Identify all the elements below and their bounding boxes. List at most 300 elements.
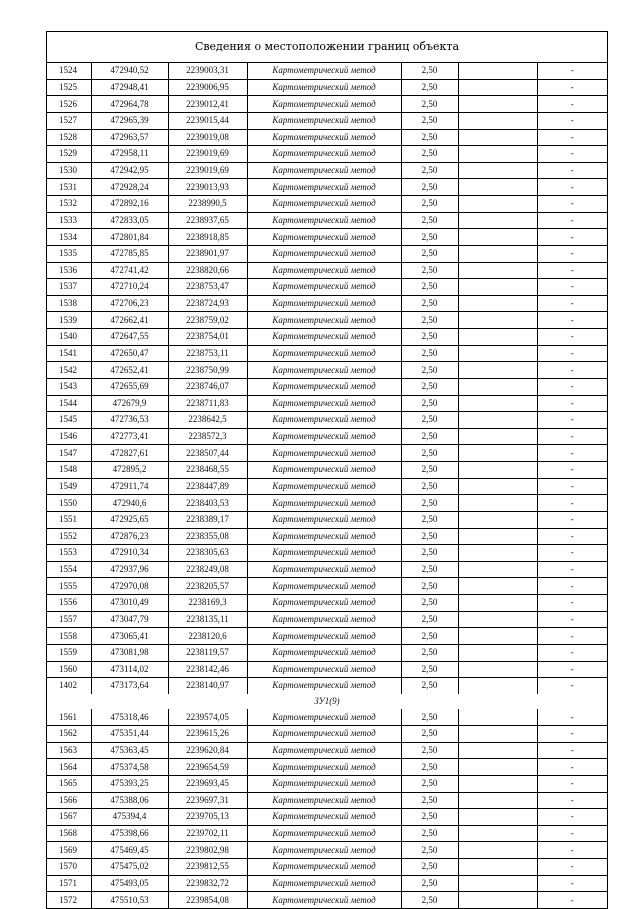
empty-cell — [458, 528, 537, 545]
accuracy: 2,50 — [401, 412, 458, 429]
method: Картометрический метод — [247, 892, 401, 908]
accuracy: 2,50 — [401, 112, 458, 129]
x-coordinate: 475388,06 — [91, 792, 168, 809]
empty-cell — [458, 859, 537, 876]
x-coordinate: 472833,05 — [91, 212, 168, 229]
x-coordinate: 473081,98 — [91, 644, 168, 661]
x-coordinate: 472940,52 — [91, 63, 168, 79]
table-row — [47, 196, 607, 213]
dash-value: - — [537, 146, 607, 163]
y-coordinate: 2238305,63 — [168, 545, 247, 562]
accuracy: 2,50 — [401, 329, 458, 346]
point-number: 1568 — [47, 825, 91, 842]
point-number: 1551 — [47, 511, 91, 528]
y-coordinate: 2238355,08 — [168, 528, 247, 545]
dash-value: - — [537, 478, 607, 495]
empty-cell — [458, 809, 537, 826]
x-coordinate: 472911,74 — [91, 478, 168, 495]
table-row — [47, 63, 607, 79]
accuracy: 2,50 — [401, 792, 458, 809]
accuracy: 2,50 — [401, 759, 458, 776]
dash-value: - — [537, 462, 607, 479]
x-coordinate: 475469,45 — [91, 842, 168, 859]
point-number: 1539 — [47, 312, 91, 329]
table-row — [47, 595, 607, 612]
accuracy: 2,50 — [401, 245, 458, 262]
accuracy: 2,50 — [401, 595, 458, 612]
x-coordinate: 472925,65 — [91, 511, 168, 528]
y-coordinate: 2238918,85 — [168, 229, 247, 246]
accuracy: 2,50 — [401, 859, 458, 876]
table-row — [47, 96, 607, 113]
method: Картометрический метод — [247, 709, 401, 725]
empty-cell — [458, 611, 537, 628]
accuracy: 2,50 — [401, 825, 458, 842]
point-number: 1562 — [47, 726, 91, 743]
point-number: 1525 — [47, 79, 91, 96]
dash-value: - — [537, 96, 607, 113]
point-number: 1534 — [47, 229, 91, 246]
table-row — [47, 329, 607, 346]
y-coordinate: 2239654,59 — [168, 759, 247, 776]
method: Картометрический метод — [247, 462, 401, 479]
table-row — [47, 875, 607, 892]
empty-cell — [458, 709, 537, 725]
accuracy: 2,50 — [401, 428, 458, 445]
method: Картометрический метод — [247, 179, 401, 196]
empty-cell — [458, 661, 537, 678]
table-row — [47, 229, 607, 246]
x-coordinate: 472892,16 — [91, 196, 168, 213]
table-row — [47, 628, 607, 645]
dash-value: - — [537, 63, 607, 79]
accuracy: 2,50 — [401, 362, 458, 379]
point-number: 1564 — [47, 759, 91, 776]
table-row — [47, 825, 607, 842]
method: Картометрический метод — [247, 478, 401, 495]
x-coordinate: 472964,78 — [91, 96, 168, 113]
y-coordinate: 2238120,6 — [168, 628, 247, 645]
empty-cell — [458, 511, 537, 528]
empty-cell — [458, 212, 537, 229]
empty-cell — [458, 312, 537, 329]
point-number: 1546 — [47, 428, 91, 445]
point-number: 1536 — [47, 262, 91, 279]
empty-cell — [458, 378, 537, 395]
y-coordinate: 2239019,08 — [168, 129, 247, 146]
empty-cell — [458, 196, 537, 213]
method: Картометрический метод — [247, 262, 401, 279]
y-coordinate: 2239854,08 — [168, 892, 247, 908]
empty-cell — [458, 892, 537, 908]
dash-value: - — [537, 742, 607, 759]
point-number: 1529 — [47, 146, 91, 163]
empty-cell — [458, 262, 537, 279]
accuracy: 2,50 — [401, 262, 458, 279]
method: Картометрический метод — [247, 578, 401, 595]
y-coordinate: 2238135,11 — [168, 611, 247, 628]
point-number: 1569 — [47, 842, 91, 859]
empty-cell — [458, 495, 537, 512]
empty-cell — [458, 742, 537, 759]
y-coordinate: 2238711,83 — [168, 395, 247, 412]
accuracy: 2,50 — [401, 63, 458, 79]
y-coordinate: 2238468,55 — [168, 462, 247, 479]
point-number: 1528 — [47, 129, 91, 146]
method: Картометрический метод — [247, 875, 401, 892]
table-row — [47, 262, 607, 279]
x-coordinate: 472710,24 — [91, 279, 168, 296]
x-coordinate: 473047,79 — [91, 611, 168, 628]
accuracy: 2,50 — [401, 196, 458, 213]
dash-value: - — [537, 495, 607, 512]
dash-value: - — [537, 428, 607, 445]
accuracy: 2,50 — [401, 511, 458, 528]
table-row — [47, 462, 607, 479]
dash-value: - — [537, 578, 607, 595]
y-coordinate: 2238724,93 — [168, 295, 247, 312]
dash-value: - — [537, 412, 607, 429]
accuracy: 2,50 — [401, 742, 458, 759]
accuracy: 2,50 — [401, 229, 458, 246]
table-row — [47, 892, 607, 908]
table-row — [47, 709, 607, 725]
method: Картометрический метод — [247, 146, 401, 163]
x-coordinate: 472965,39 — [91, 112, 168, 129]
point-number: 1530 — [47, 162, 91, 179]
y-coordinate: 2238119,57 — [168, 644, 247, 661]
table-row — [47, 146, 607, 163]
method: Картометрический метод — [247, 611, 401, 628]
coordinates-table — [47, 63, 607, 908]
table-row — [47, 726, 607, 743]
method: Картометрический метод — [247, 345, 401, 362]
y-coordinate: 2239620,84 — [168, 742, 247, 759]
empty-cell — [458, 79, 537, 96]
method: Картометрический метод — [247, 511, 401, 528]
point-number: 1548 — [47, 462, 91, 479]
point-number: 1552 — [47, 528, 91, 545]
method: Картометрический метод — [247, 329, 401, 346]
dash-value: - — [537, 511, 607, 528]
dash-value: - — [537, 875, 607, 892]
x-coordinate: 472736,53 — [91, 412, 168, 429]
y-coordinate: 2239705,13 — [168, 809, 247, 826]
accuracy: 2,50 — [401, 378, 458, 395]
table-row — [47, 775, 607, 792]
method: Картометрический метод — [247, 96, 401, 113]
point-number: 1557 — [47, 611, 91, 628]
method: Картометрический метод — [247, 661, 401, 678]
accuracy: 2,50 — [401, 495, 458, 512]
accuracy: 2,50 — [401, 775, 458, 792]
point-number: 1549 — [47, 478, 91, 495]
table-row — [47, 345, 607, 362]
empty-cell — [458, 179, 537, 196]
y-coordinate: 2239574,05 — [168, 709, 247, 725]
y-coordinate: 2239019,69 — [168, 146, 247, 163]
method: Картометрический метод — [247, 842, 401, 859]
method: Картометрический метод — [247, 129, 401, 146]
empty-cell — [458, 329, 537, 346]
x-coordinate: 473065,41 — [91, 628, 168, 645]
dash-value: - — [537, 345, 607, 362]
empty-cell — [458, 462, 537, 479]
y-coordinate: 2238990,5 — [168, 196, 247, 213]
accuracy: 2,50 — [401, 628, 458, 645]
empty-cell — [458, 644, 537, 661]
method: Картометрический метод — [247, 79, 401, 96]
accuracy: 2,50 — [401, 445, 458, 462]
point-number: 1571 — [47, 875, 91, 892]
x-coordinate: 475510,53 — [91, 892, 168, 908]
table-row — [47, 661, 607, 678]
x-coordinate: 475393,25 — [91, 775, 168, 792]
x-coordinate: 475398,66 — [91, 825, 168, 842]
method: Картометрический метод — [247, 775, 401, 792]
empty-cell — [458, 428, 537, 445]
y-coordinate: 2238142,46 — [168, 661, 247, 678]
method: Картометрический метод — [247, 445, 401, 462]
dash-value: - — [537, 528, 607, 545]
y-coordinate: 2239006,95 — [168, 79, 247, 96]
accuracy: 2,50 — [401, 79, 458, 96]
table-row — [47, 478, 607, 495]
empty-cell — [458, 412, 537, 429]
y-coordinate: 2238937,65 — [168, 212, 247, 229]
dash-value: - — [537, 595, 607, 612]
y-coordinate: 2238746,07 — [168, 378, 247, 395]
dash-value: - — [537, 775, 607, 792]
x-coordinate: 475363,45 — [91, 742, 168, 759]
empty-cell — [458, 129, 537, 146]
accuracy: 2,50 — [401, 561, 458, 578]
table-row — [47, 445, 607, 462]
table-row — [47, 611, 607, 628]
empty-cell — [458, 842, 537, 859]
table-row — [47, 412, 607, 429]
table-row — [47, 578, 607, 595]
y-coordinate: 2238140,97 — [168, 678, 247, 694]
x-coordinate: 475318,46 — [91, 709, 168, 725]
empty-cell — [458, 445, 537, 462]
method: Картометрический метод — [247, 528, 401, 545]
table-row — [47, 378, 607, 395]
method: Картометрический метод — [247, 312, 401, 329]
x-coordinate: 472706,23 — [91, 295, 168, 312]
table-row — [47, 545, 607, 562]
method: Картометрический метод — [247, 395, 401, 412]
y-coordinate: 2238205,57 — [168, 578, 247, 595]
x-coordinate: 472785,85 — [91, 245, 168, 262]
section-row — [47, 694, 607, 710]
empty-cell — [458, 775, 537, 792]
point-number: 1559 — [47, 644, 91, 661]
y-coordinate: 2239697,31 — [168, 792, 247, 809]
point-number: 1542 — [47, 362, 91, 379]
method: Картометрический метод — [247, 678, 401, 694]
point-number: 1567 — [47, 809, 91, 826]
method: Картометрический метод — [247, 825, 401, 842]
point-number: 1550 — [47, 495, 91, 512]
method: Картометрический метод — [247, 595, 401, 612]
accuracy: 2,50 — [401, 129, 458, 146]
dash-value: - — [537, 545, 607, 562]
point-number: 1554 — [47, 561, 91, 578]
dash-value: - — [537, 809, 607, 826]
dash-value: - — [537, 792, 607, 809]
table-body-part-2 — [47, 709, 607, 908]
accuracy: 2,50 — [401, 875, 458, 892]
table-row — [47, 112, 607, 129]
method: Картометрический метод — [247, 295, 401, 312]
x-coordinate: 473010,49 — [91, 595, 168, 612]
empty-cell — [458, 229, 537, 246]
table-row — [47, 678, 607, 694]
section-header — [47, 694, 607, 710]
y-coordinate: 2238389,17 — [168, 511, 247, 528]
table-row — [47, 279, 607, 296]
table-row — [47, 212, 607, 229]
table-row — [47, 162, 607, 179]
accuracy: 2,50 — [401, 611, 458, 628]
y-coordinate: 2238507,44 — [168, 445, 247, 462]
accuracy: 2,50 — [401, 644, 458, 661]
table-row — [47, 644, 607, 661]
dash-value: - — [537, 329, 607, 346]
method: Картометрический метод — [247, 63, 401, 79]
table-row — [47, 179, 607, 196]
y-coordinate: 2238753,47 — [168, 279, 247, 296]
point-number: 1560 — [47, 661, 91, 678]
point-number: 1563 — [47, 742, 91, 759]
point-number: 1540 — [47, 329, 91, 346]
accuracy: 2,50 — [401, 146, 458, 163]
x-coordinate: 472801,84 — [91, 229, 168, 246]
accuracy: 2,50 — [401, 462, 458, 479]
x-coordinate: 472773,41 — [91, 428, 168, 445]
empty-cell — [458, 146, 537, 163]
empty-cell — [458, 112, 537, 129]
dash-value: - — [537, 709, 607, 725]
point-number: 1556 — [47, 595, 91, 612]
table-row — [47, 79, 607, 96]
method: Картометрический метод — [247, 809, 401, 826]
table-row — [47, 511, 607, 528]
point-number: 1572 — [47, 892, 91, 908]
accuracy: 2,50 — [401, 279, 458, 296]
y-coordinate: 2238642,5 — [168, 412, 247, 429]
point-number: 1538 — [47, 295, 91, 312]
dash-value: - — [570, 894, 574, 905]
x-coordinate: 472652,41 — [91, 362, 168, 379]
empty-cell — [458, 875, 537, 892]
dash-value: - — [537, 312, 607, 329]
y-coordinate: 2238820,66 — [168, 262, 247, 279]
method: Картометрический метод — [247, 742, 401, 759]
method: Картометрический метод — [247, 759, 401, 776]
y-coordinate: 2238572,3 — [168, 428, 247, 445]
method: Картометрический метод — [247, 378, 401, 395]
x-coordinate: 472741,42 — [91, 262, 168, 279]
dash-value: - — [537, 726, 607, 743]
x-coordinate: 475374,58 — [91, 759, 168, 776]
empty-cell — [458, 759, 537, 776]
table-row — [47, 792, 607, 809]
x-coordinate: 472940,6 — [91, 495, 168, 512]
y-coordinate: 2239802,98 — [168, 842, 247, 859]
y-coordinate: 2239615,26 — [168, 726, 247, 743]
empty-cell — [458, 362, 537, 379]
dash-value: - — [537, 129, 607, 146]
dash-value: - — [537, 245, 607, 262]
dash-value: - — [537, 395, 607, 412]
y-coordinate: 2238759,02 — [168, 312, 247, 329]
point-number: 1547 — [47, 445, 91, 462]
accuracy: 2,50 — [401, 295, 458, 312]
empty-cell — [458, 245, 537, 262]
method: Картометрический метод — [247, 196, 401, 213]
empty-cell — [458, 345, 537, 362]
table-row — [47, 528, 607, 545]
point-number: 1526 — [47, 96, 91, 113]
table-row — [47, 561, 607, 578]
point-number: 1565 — [47, 775, 91, 792]
accuracy: 2,50 — [401, 478, 458, 495]
dash-value: - — [537, 628, 607, 645]
empty-cell — [458, 395, 537, 412]
dash-value: - — [537, 79, 607, 96]
x-coordinate: 472963,57 — [91, 129, 168, 146]
dash-value: - — [537, 162, 607, 179]
table-row — [47, 395, 607, 412]
accuracy: 2,50 — [401, 709, 458, 725]
x-coordinate: 472970,08 — [91, 578, 168, 595]
y-coordinate: 2238901,97 — [168, 245, 247, 262]
point-number: 1566 — [47, 792, 91, 809]
table-row — [47, 742, 607, 759]
section-label: ЗУ1(9) — [314, 696, 340, 707]
y-coordinate: 2238249,08 — [168, 561, 247, 578]
empty-cell — [458, 825, 537, 842]
x-coordinate: 475394,4 — [91, 809, 168, 826]
point-number: 1561 — [47, 709, 91, 725]
table-row — [47, 859, 607, 876]
point-number: 1553 — [47, 545, 91, 562]
accuracy: 2,50 — [401, 545, 458, 562]
table-row — [47, 759, 607, 776]
accuracy: 2,50 — [401, 345, 458, 362]
point-number: 1555 — [47, 578, 91, 595]
dash-value: - — [537, 262, 607, 279]
empty-cell — [458, 628, 537, 645]
table-body-part-1 — [47, 63, 607, 694]
x-coordinate: 475475,02 — [91, 859, 168, 876]
method: Картометрический метод — [247, 545, 401, 562]
table-row — [47, 362, 607, 379]
accuracy: 2,50 — [401, 678, 458, 694]
accuracy: 2,50 — [401, 892, 458, 908]
dash-value: - — [537, 295, 607, 312]
y-coordinate: 2239812,55 — [168, 859, 247, 876]
accuracy: 2,50 — [401, 578, 458, 595]
method: Картометрический метод — [247, 495, 401, 512]
method: Картометрический метод — [247, 362, 401, 379]
dash-value: - — [537, 644, 607, 661]
empty-cell — [458, 792, 537, 809]
dash-value: - — [537, 229, 607, 246]
dash-value: - — [537, 825, 607, 842]
